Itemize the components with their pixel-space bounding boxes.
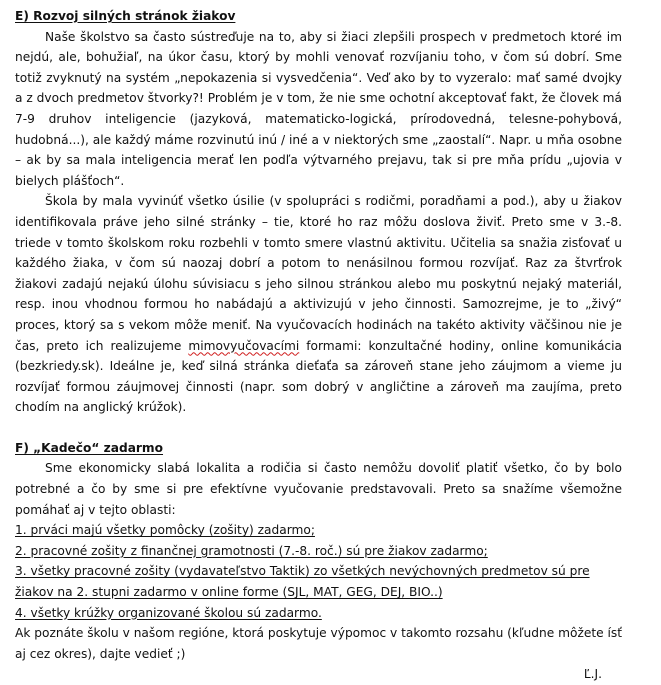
paragraph-text: Škola by mala vyvinúť všetko úsilie (v spolupráci s rodičmi, poradňami a pod.), aby u žiakov identifikovala práve jeho silné stránky – tie, ktoré ho raz môžu doslova živiť. Preto sme v 3.-8. triede v tomto školskom roku rozbehli v tomto smere vlastnú aktivitu. Učitelia sa snažia zisťovať u každého žiaka, v čom sú naozaj dobrí a potom to nenásilnou formou rozvíjať. Raz za štvrťrok žiakovi zadajú nejakú úlohu súvisiacu s jeho silnou stránkou alebo mu poskytnú nejaký materiál, resp. inou vhodnou formou ho nabádajú a aktivizujú v jeho činnosti. Samozrejme, je to „živý“ proces, ktorý sa s vekom môže meniť. Na vyučovacích hodinách na takéto aktivity väčšinou nie je čas, preto ich realizujeme: [15, 194, 622, 353]
section-f-heading: F) „Kadečo“ zadarmo: [15, 440, 164, 455]
author-signature: Ľ.J.: [583, 667, 602, 682]
section-f-paragraph-1: Sme ekonomicky slabá lokalita a rodičia si často nemôžu dovoliť platiť všetko, čo by bolo potrebné a čo by sme si pre efektívne vyučovanie predstavovali. Preto sa snažíme všemožne pomáhať aj v tejto oblasti:: [15, 461, 622, 517]
section-gap: [15, 418, 622, 438]
section-e-heading: E) Rozvoj silných stránok žiakov: [15, 9, 236, 23]
list-item: 4. všetky krúžky organizované školou sú zadarmo.: [15, 605, 322, 620]
spellcheck-marked-word: mimovyučovacími: [188, 338, 300, 353]
section-e-paragraph-2: [15, 191, 622, 418]
list-item: 2. pracovné zošity z finančnej gramotnosti (7.-8. roč.) sú pre žiakov zadarmo;: [15, 543, 488, 558]
paragraph-text: formami: konzultačné hodiny, online komunikácia (bezkriedy.sk). Ideálne je, keď silná stránka dieťaťa sa zároveň stane jeho záujmom a vieme ju rozvíjať formou záujmovej činnosti (napr. som dobrý v angličtine a zároveň ma zaujíma, preto chodím na anglický krúžok).: [15, 338, 622, 415]
document-page: [15, 6, 622, 685]
list-item: 1. prváci majú všetky pomôcky (zošity) zadarmo;: [15, 523, 315, 538]
section-f-closing: Ak poznáte školu v našom regióne, ktorá poskytuje výpomoc v takomto rozsahu (kľudne môžete ísť aj cez okres), dajte vedieť ;): [15, 626, 623, 661]
list-item: 3. všetky pracovné zošity (vydavateľstvo Taktik) zo všetkých nevýchovných predmetov sú pre žiakov na 2. stupni zadarmo v online forme (SJL, MAT, GEG, DEJ, BIO..): [15, 564, 590, 600]
section-e-paragraph-1: Naše školstvo sa často sústreďuje na to, aby si žiaci zlepšili prospech v predmetoch ktoré im nejdú, ale, bohužiaľ, na úkor času, ktorý by mohli venovať rozvíjaniu toho, v čom sú dobrí. Sme totiž zvyknutý na systém „nepokazenia si vysvedčenia“. Veď ako by to vyzeralo: mať samé dvojky a z dvoch predmetov štvorky?! Problém je v tom, že nie sme ochotní akceptovať fakt, že človek má 7-9 druhov inteligencie (jazyková, matematicko-logická, prírodovedná, telesne-pohybová, hudobná...), ale každý máme rozvinutú inú / iné a v niektorých sme „zaostalí“. Napr. u mňa osobne – ak by sa mala inteligencia merať len podľa výtvarného prejavu, tak si pre mňa prídu „ujovia v bielych plášťoch“.: [15, 29, 622, 188]
